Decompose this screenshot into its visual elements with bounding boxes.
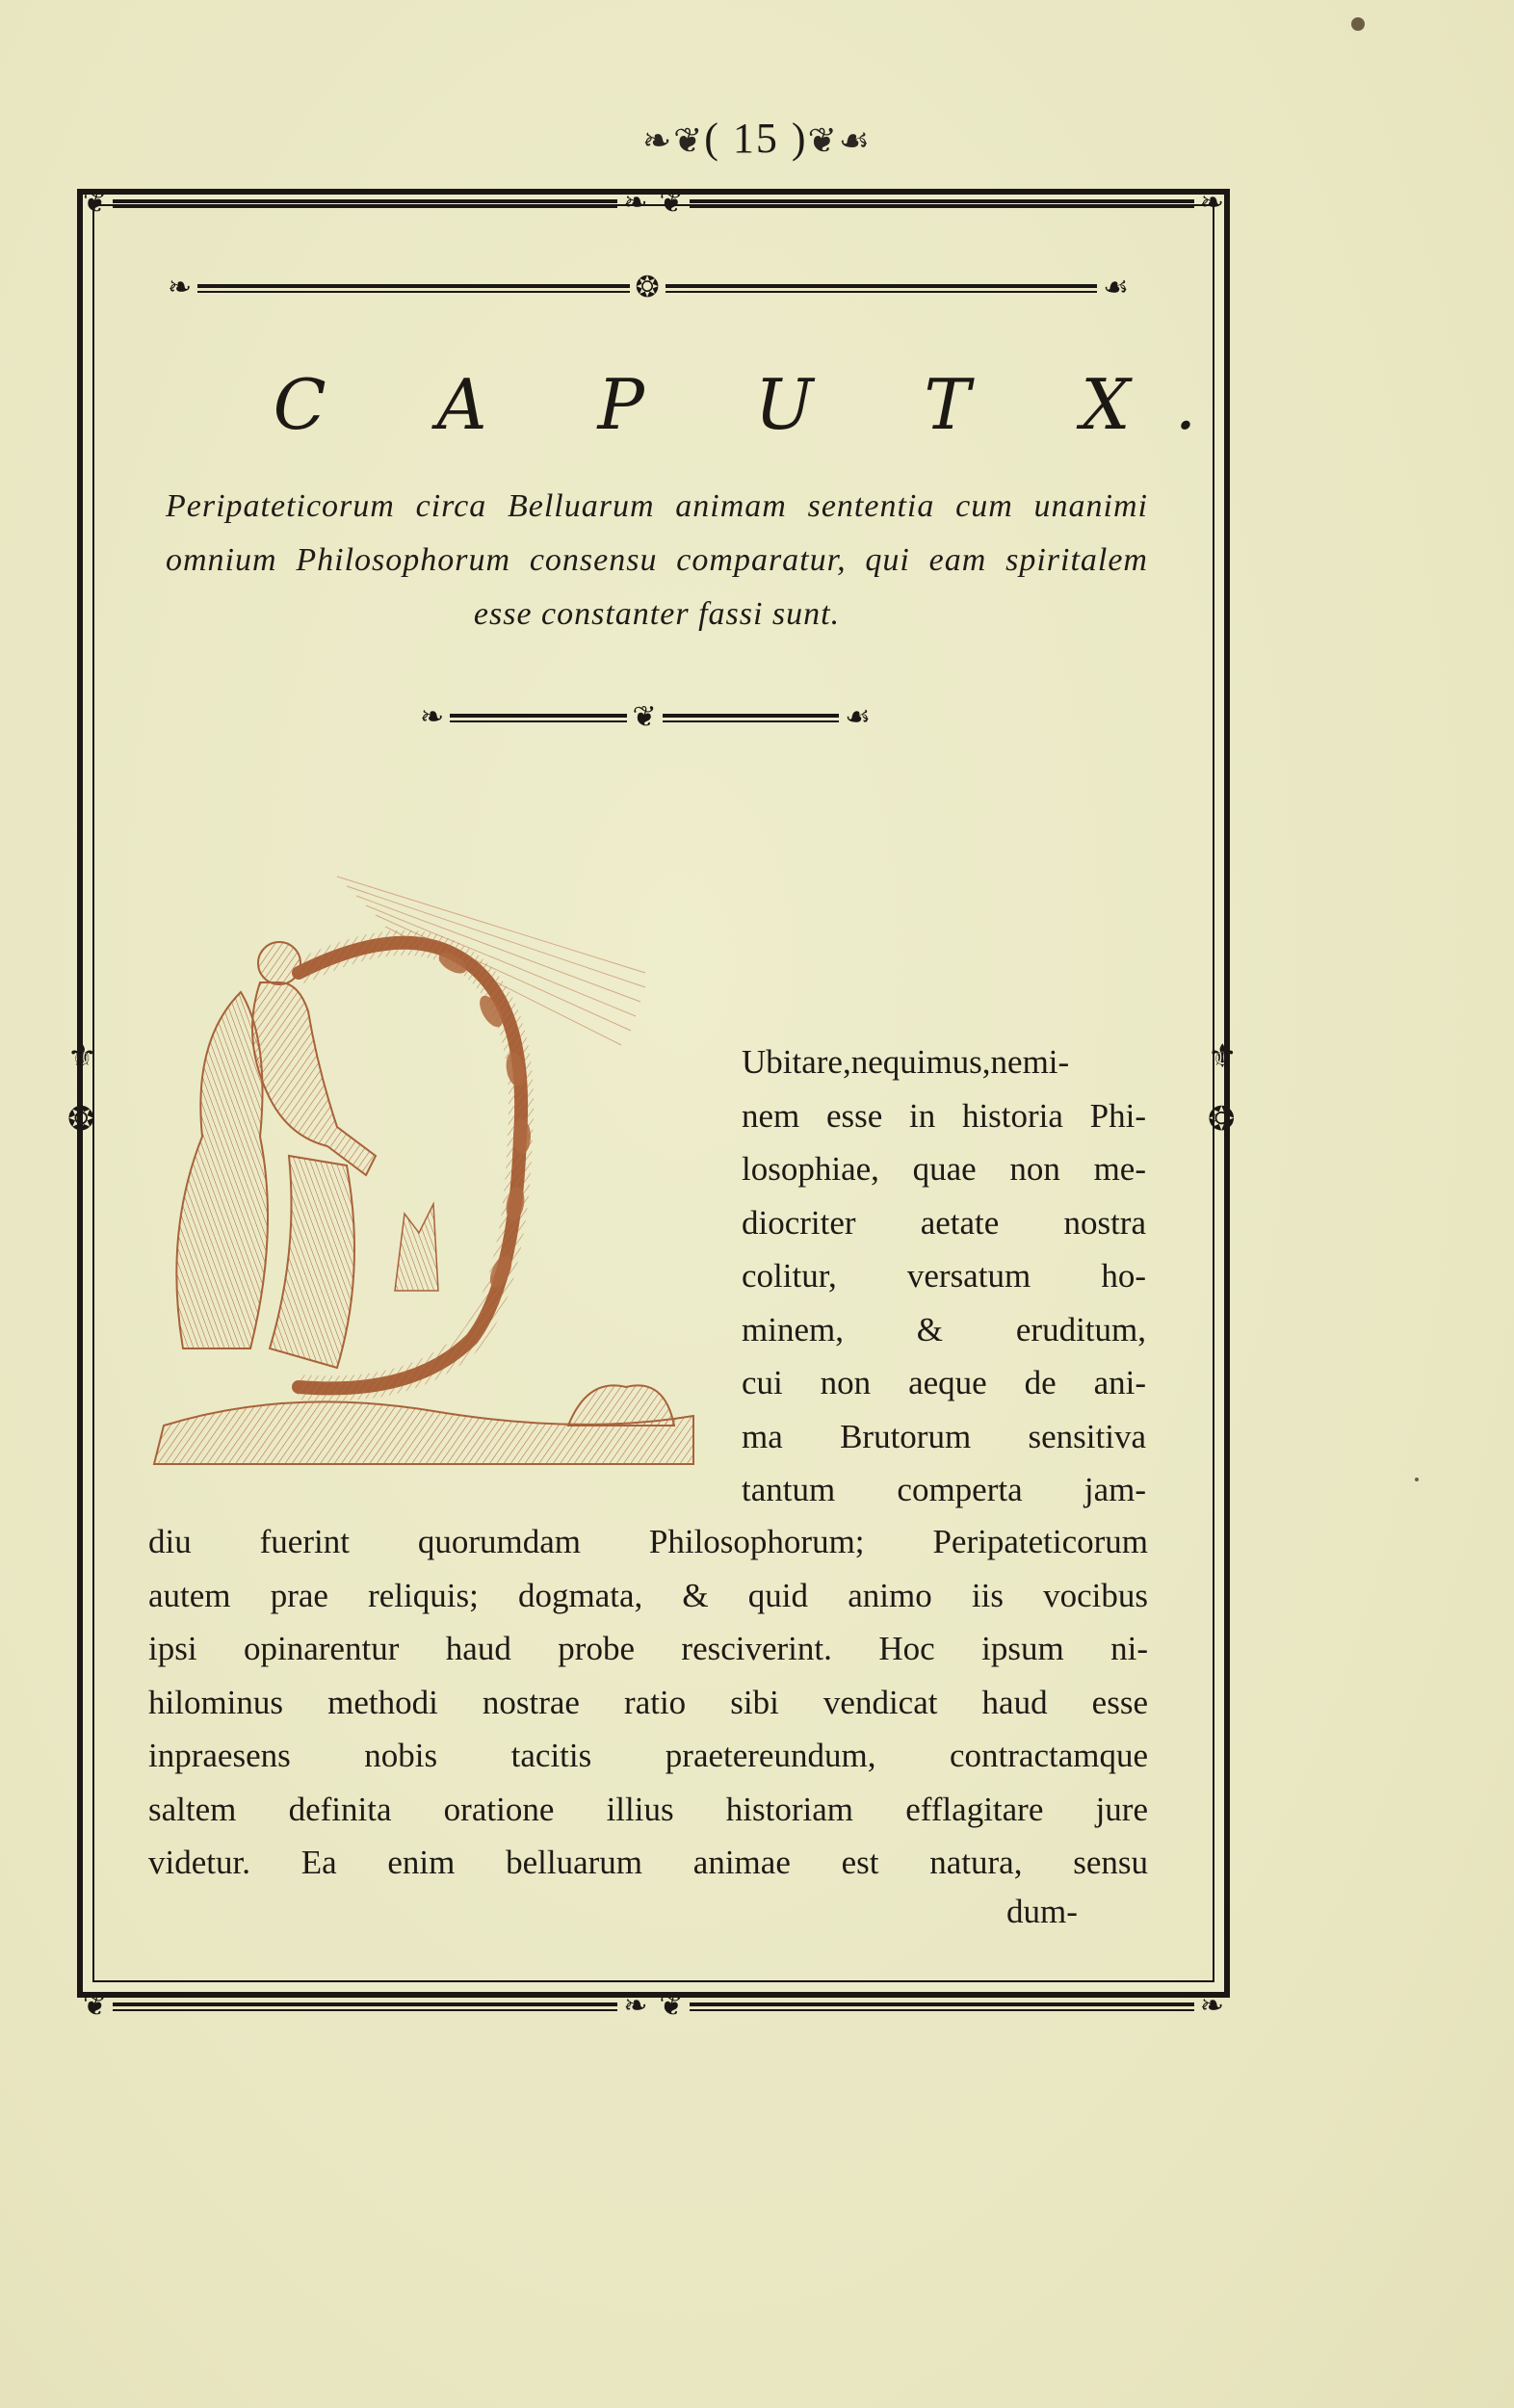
scroll-icon: ❂ (635, 271, 660, 304)
text-line: diocriter aetate nostra (742, 1203, 1146, 1242)
rule-line (690, 199, 1194, 208)
text-line: tantum comperta jam- (742, 1471, 1146, 1508)
paragraph-full-width (148, 1515, 1148, 1890)
top-border-ornament (77, 186, 1230, 220)
bottom-border-ornament (77, 1989, 1230, 2023)
right-side-ornament-icon: ❂ (1208, 1100, 1236, 1139)
headpiece-ornament (162, 271, 1135, 304)
scroll-icon: ☙ (845, 700, 871, 734)
catchword: dum- (1006, 1893, 1078, 1930)
chapter-subtitle: Peripateticorum circa Belluarum animam sententia cum unanimi omnium Philosophorum consensu comparatur, qui eam spiritalem esse constanter fassi sunt. (166, 488, 1148, 632)
right-side-ornament-icon: ⚜ (1208, 1037, 1238, 1076)
scroll-icon: ❧ (623, 186, 648, 220)
scroll-icon: ❧ (1199, 1989, 1224, 2023)
scroll-icon: ❦ (83, 1989, 108, 2023)
scroll-icon: ❦ (83, 186, 108, 220)
scroll-icon: ❧ (1199, 186, 1224, 220)
scroll-icon: ❧ (623, 1989, 648, 2023)
scroll-icon: ☙ (1103, 271, 1129, 304)
rule-line (197, 284, 629, 293)
text-line: autem prae reliquis; dogmata, & quid animo iis vocibus (148, 1576, 1148, 1614)
rule-line (113, 2002, 617, 2011)
rule-line (450, 714, 626, 722)
rule-line (663, 714, 839, 722)
text-line: saltem definita oratione illius historiam efflagitare jure (148, 1790, 1148, 1828)
text-line: minem, & eruditum, (742, 1310, 1146, 1348)
scroll-icon: ❧ (168, 271, 193, 304)
rule-line (666, 284, 1097, 293)
text-line: cui non aeque de ani- (742, 1364, 1146, 1401)
flourish-left-icon: ❧❦ (641, 121, 705, 160)
left-side-ornament-icon: ❂ (67, 1100, 95, 1139)
flourish-right-icon: ❦☙ (807, 121, 873, 160)
left-side-ornament-icon: ⚜ (67, 1037, 97, 1076)
text-line: videtur. Ea enim belluarum animae est natura, sensu (148, 1844, 1148, 1881)
text-line: nem esse in historia Phi- (742, 1096, 1146, 1135)
scroll-icon: ❦ (632, 700, 657, 734)
text-line: colitur, versatum ho- (742, 1257, 1146, 1295)
rule-line (113, 199, 617, 208)
rule-line (690, 2002, 1194, 2011)
scroll-icon: ❦ (659, 1989, 684, 2023)
text-line: ma Brutorum sensitiva (742, 1417, 1146, 1455)
text-line: inpraesens nobis tacitis praetereundum, contractamque (148, 1737, 1148, 1774)
text-line: diu fuerint quorumdam Philosophorum; Peripateticorum (148, 1523, 1148, 1560)
chapter-title: C A P U T X. (273, 364, 1241, 445)
ink-speck (1415, 1478, 1419, 1481)
ink-speck (1351, 17, 1365, 31)
text-line: Ubitare,nequimus,nemi- (742, 1043, 1070, 1081)
opening-paragraph-narrow (742, 1035, 1146, 1517)
divider-ornament (414, 700, 876, 734)
scroll-icon: ❧ (420, 700, 445, 734)
page-number (0, 114, 1514, 163)
text-line: hilominus methodi nostrae ratio sibi vendicat haud esse (148, 1683, 1148, 1721)
scroll-icon: ❦ (659, 186, 684, 220)
engraved-initial-d (144, 848, 711, 1483)
text-line: losophiae, quae non me- (742, 1150, 1146, 1188)
text-line: ipsi opinarentur haud probe resciverint. Hoc ipsum ni- (148, 1630, 1148, 1667)
page-number-text: ( 15 ) (704, 115, 808, 162)
